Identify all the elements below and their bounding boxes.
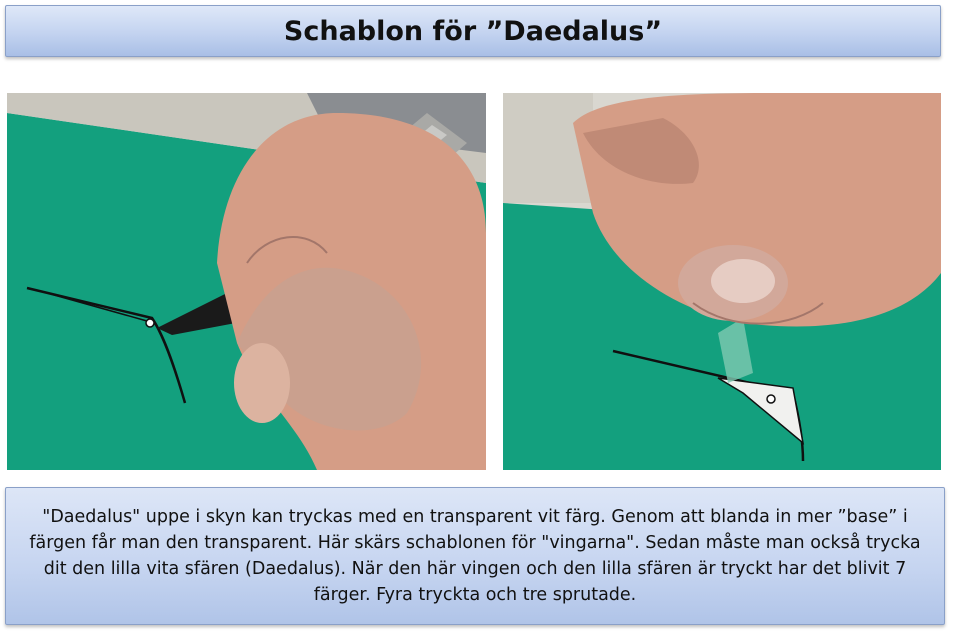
- caption-box: [5, 487, 945, 625]
- page-title: Schablon för ”Daedalus”: [283, 15, 663, 47]
- photo-peeling-image: [503, 93, 941, 470]
- photo-peeling-stencil: [503, 93, 941, 470]
- photo-cutting-image: [7, 93, 486, 470]
- caption-text: "Daedalus" uppe i skyn kan tryckas med en transparent vit färg. Genom att blanda in mer ”base” i färgen får man den transparent. Här skärs schablonen för "vingarna". Sedan måste man också trycka dit den lilla vita sfären (Daedalus). När den här vingen och den lilla sfären är tryckt har det blivit 7 färger. Fyra tryckta och tre sprutade.: [29, 507, 921, 605]
- photo-cutting-stencil: [7, 93, 486, 470]
- title-banner: [5, 5, 941, 57]
